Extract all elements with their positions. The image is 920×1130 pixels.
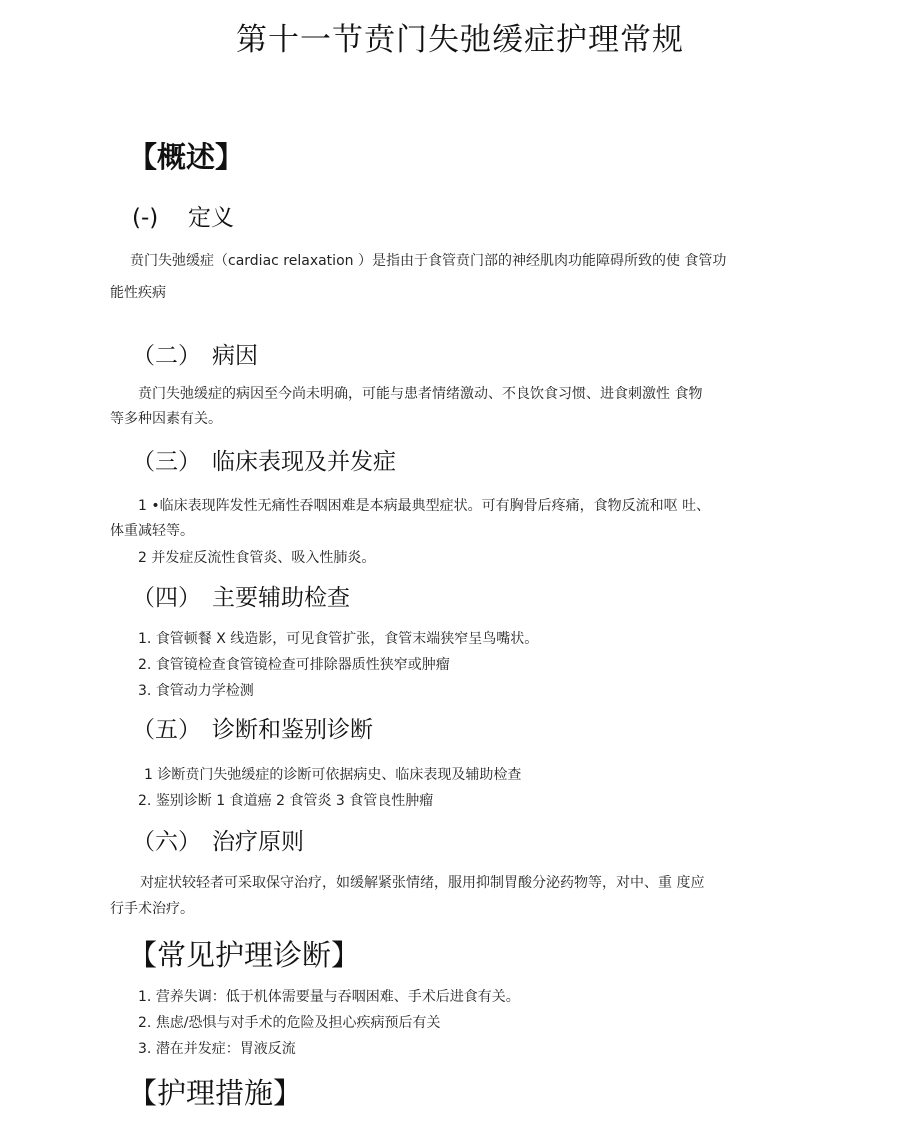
definition-text: 贲门失弛缓症（ [130,253,228,269]
item-number: 3. [138,1041,156,1057]
item-number: 1. [138,631,156,647]
item-text: 并发症反流性食管炎、吸入性肺炎。 [151,550,376,566]
section-title: 治疗原则 [212,829,304,855]
definition-paragraph-line1 [130,252,726,270]
section-definition-heading [132,202,234,234]
section-clinical-heading [132,446,396,478]
section-title: 病因 [212,343,258,369]
definition-term: cardiac relaxation [228,253,354,269]
sub-number: 3 [335,793,345,809]
item-number: 2. [138,793,156,809]
section-title: 临床表现及并发症 [212,449,396,475]
overview-heading: 【概述】 [128,140,245,174]
definition-text-cont: ）是指由于食管贲门部的神经肌肉功能障碍所致的使 食管功 [353,253,727,269]
clinical-item-1-line2: 体重减轻等。 [110,523,194,539]
section-number: （六） [132,829,201,855]
section-number: (-) [132,205,159,231]
section-title: 主要辅助检查 [212,585,350,611]
exam-item-3 [138,682,254,700]
page-title: 第十一节贲门失弛缓症护理常规 [236,22,684,58]
item-text: 诊断贲门失弛缓症的诊断可依据病史、临床表现及辅助检查 [157,767,522,783]
nursing-diagnosis-item [138,1014,441,1032]
clinical-item-1-line1 [138,497,710,515]
item-number: 3. [138,683,156,699]
item-number: 1. [138,989,156,1005]
section-number: （五） [132,717,201,743]
nursing-diagnosis-heading: 【常见护理诊断】 [128,938,361,972]
section-treatment-heading [132,826,304,858]
item-text: 营养失调：低于机体需要量与吞咽困难、手术后进食有关。 [155,989,520,1005]
exam-item-1 [138,630,538,648]
item-text-cont: 线造影，可见食管扩张，食管末端狭窄呈鸟嘴状。 [225,631,539,647]
section-exam-heading [132,582,350,614]
item-text-x: X [216,631,226,647]
section-number: （四） [132,585,201,611]
diagnosis-item-2 [138,792,433,810]
section-number: （二） [132,343,201,369]
clinical-item-2 [138,549,375,567]
item-number: 2 [138,550,152,566]
nursing-diagnosis-item [138,1040,296,1058]
treatment-line1: 对症状较轻者可采取保守治疗，如缓解紧张情绪，服用抑制胃酸分泌药物等，对中、重 度应 [140,875,705,891]
item-number: 1 [144,767,158,783]
item-text: 焦虑/恐惧与对手术的危险及担心疾病预后有关 [155,1015,441,1031]
sub-number: 1 [216,793,226,809]
item-text: 食管顿餐 [155,631,217,647]
item-number: 1 • [138,498,160,514]
item-text: 食管镜检查食管镜检查可排除器质性狭窄或肿瘤 [155,657,450,673]
section-title: 诊断和鉴别诊断 [212,717,373,743]
item-text: 鉴别诊断 [155,793,217,809]
item-number: 2. [138,657,156,673]
item-text: 临床表现阵发性无痛性吞咽困难是本病最典型症状。可有胸骨后疼痛，食物反流和呕 吐、 [159,498,711,514]
sub-number: 2 [276,793,286,809]
section-diagnosis-heading [132,714,373,746]
item-text: 食管炎 [285,793,336,809]
etiology-line1: 贲门失弛缓症的病因至今尚未明确，可能与患者情绪激动、不良饮食习惯、进食刺激性 食物 [138,386,703,402]
section-number: （三） [132,449,201,475]
section-title: 定义 [188,205,234,231]
section-etiology-heading [132,340,258,372]
exam-item-2 [138,656,450,674]
item-text: 食管动力学检测 [155,683,254,699]
item-text: 食道癌 [225,793,277,809]
item-text: 食管良性肿瘤 [344,793,434,809]
nursing-measures-heading: 【护理措施】 [128,1076,303,1110]
diagnosis-item-1 [144,766,521,784]
etiology-line2: 等多种因素有关。 [110,411,222,427]
treatment-line2: 行手术治疗。 [110,901,194,917]
item-number: 2. [138,1015,156,1031]
definition-paragraph-line2: 能性疾病 [110,285,166,301]
nursing-diagnosis-item [138,988,520,1006]
item-text: 潜在并发症：胃液反流 [155,1041,296,1057]
